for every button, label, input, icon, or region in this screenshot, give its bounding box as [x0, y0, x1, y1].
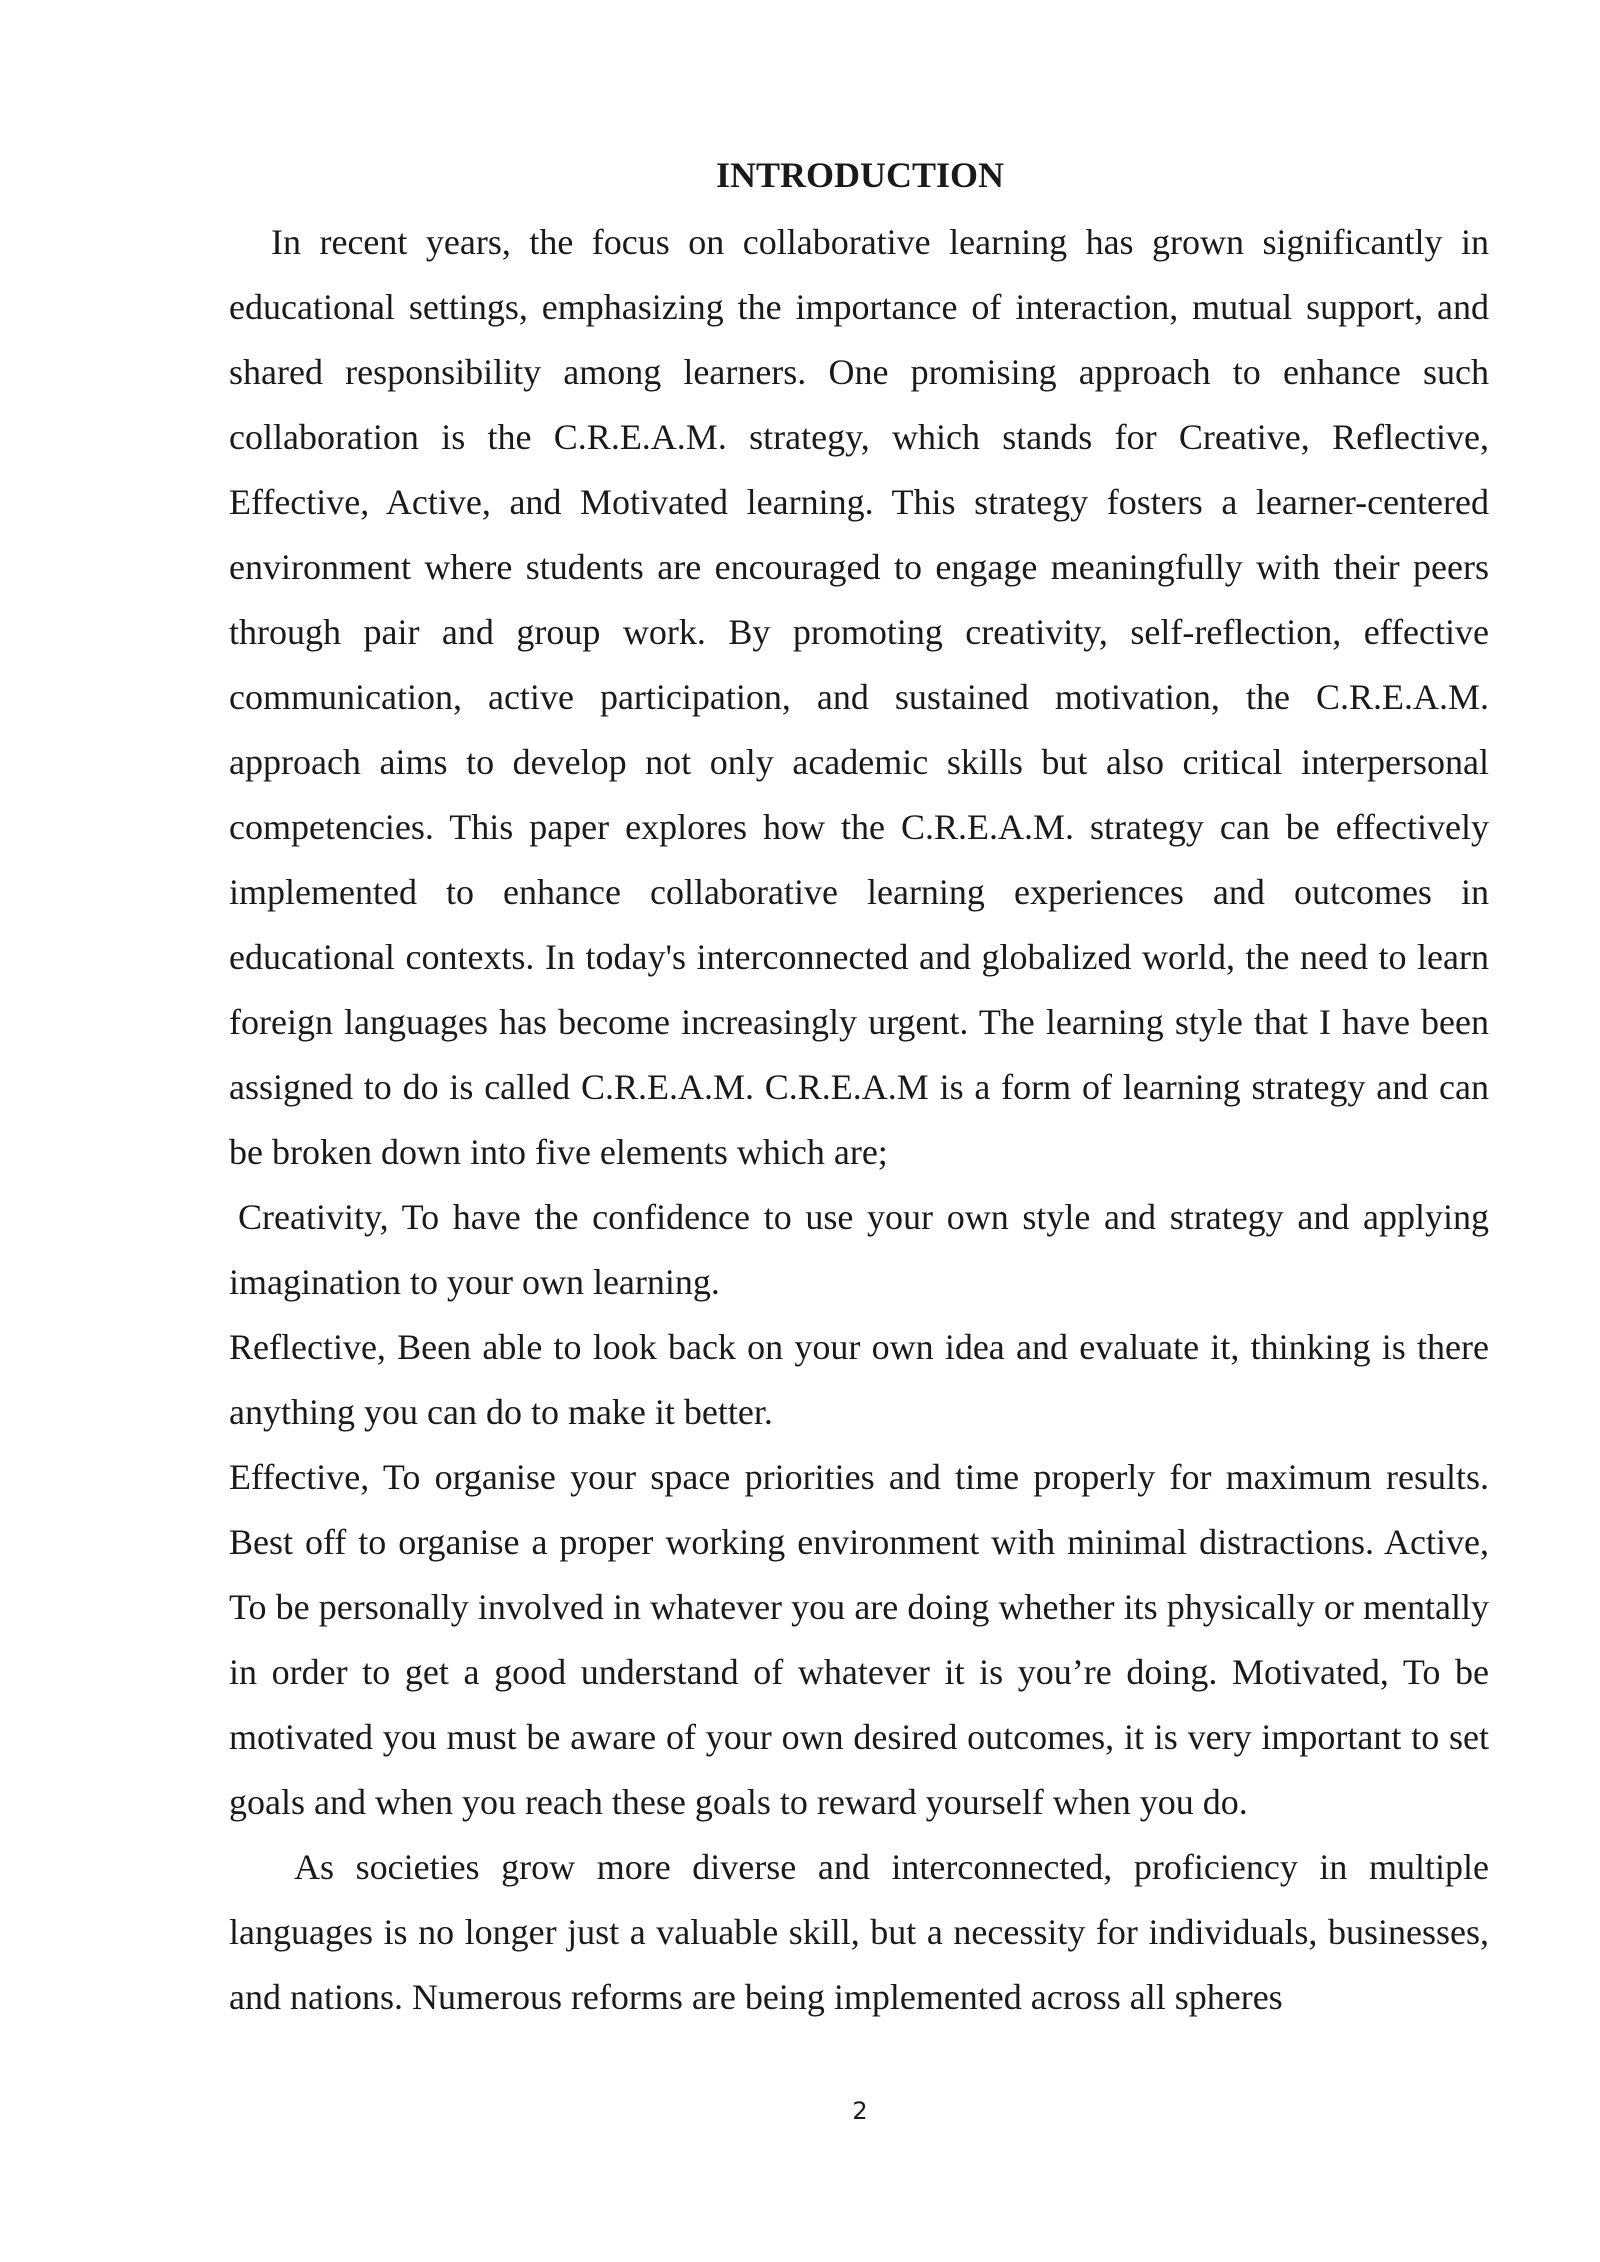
section-heading: INTRODUCTION [715, 155, 1005, 195]
document-body [229, 210, 1489, 2030]
paragraph-effective-active-motivated: Effective, To organise your space priorities and time properly for maximum results. Best off to organise a proper working environment with minimal distractions. Active, To be personally involved in whatever you are doing whether its physically or mentally in order to get a good understand of whatever it is you’re doing. Motivated, To be motivated you must be aware of your own desired outcomes, it is very important to set goals and when you reach these goals to reward yourself when you do. [229, 1457, 1489, 1822]
paragraph-reflective: Reflective, Been able to look back on your own idea and evaluate it, thinking is there anything you can do to make it better. [229, 1327, 1489, 1432]
paragraph-societies: As societies grow more diverse and interconnected, proficiency in multiple languages is no longer just a valuable skill, but a necessity for individuals, businesses, and nations. Numerous reforms are being implemented across all spheres [229, 1847, 1489, 2017]
page-number: 2 [852, 2097, 868, 2125]
paragraph-creativity: Creativity, To have the confidence to use your own style and strategy and applying imagination to your own learning. [229, 1197, 1489, 1302]
paragraph-introduction: In recent years, the focus on collaborative learning has grown significantly in educational settings, emphasizing the importance of interaction, mutual support, and shared responsibility among learners. One promising approach to enhance such collaboration is the C.R.E.A.M. strategy, which stands for Creative, Reflective, Effective, Active, and Motivated learning. This strategy fosters a learner-centered environment where students are encouraged to engage meaningfully with their peers through pair and group work. By promoting creativity, self-reflection, effective communication, active participation, and sustained motivation, the C.R.E.A.M. approach aims to develop not only academic skills but also critical interpersonal competencies. This paper explores how the C.R.E.A.M. strategy can be effectively implemented to enhance collaborative learning experiences and outcomes in educational contexts. In today's interconnected and globalized world, the need to learn foreign languages has become increasingly urgent. The learning style that I have been assigned to do is called C.R.E.A.M. C.R.E.A.M is a form of learning strategy and can be broken down into five elements which are; [229, 222, 1489, 1172]
